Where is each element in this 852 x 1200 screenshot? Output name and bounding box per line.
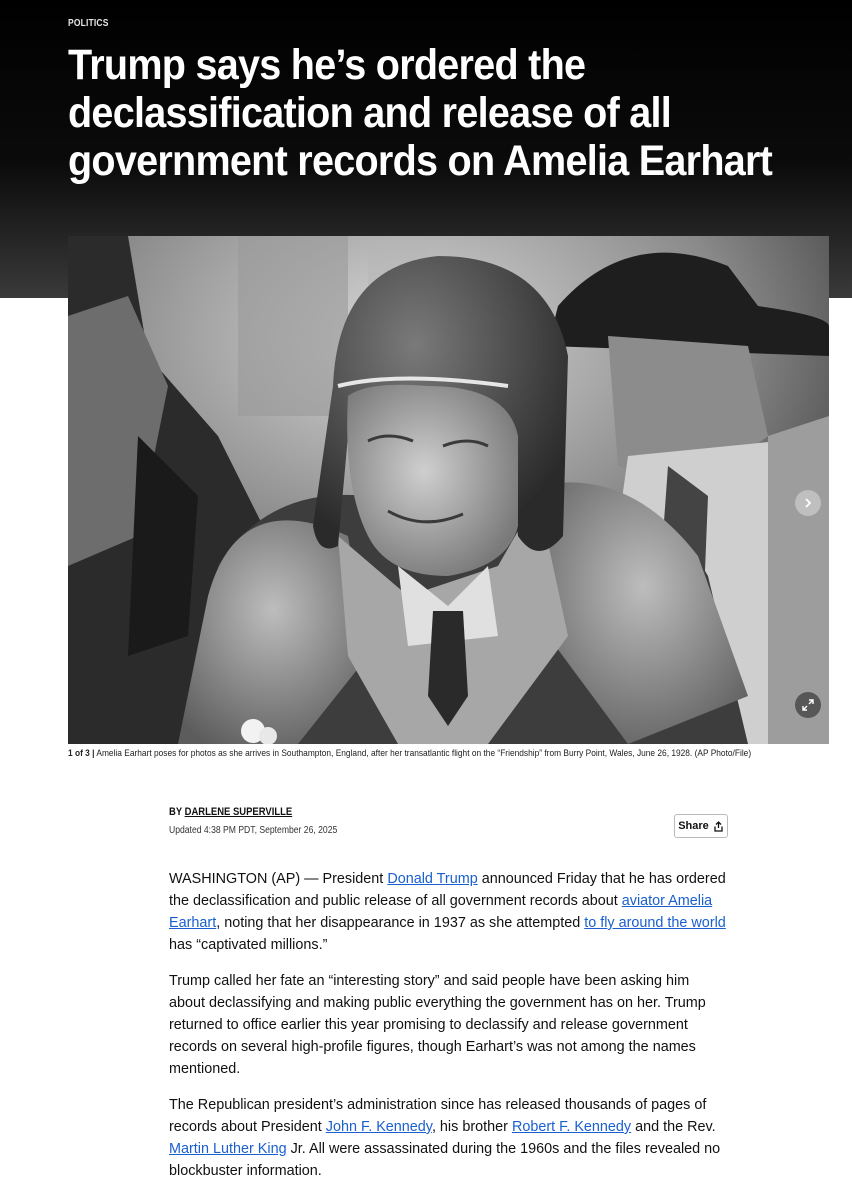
- chevron-right-icon: [802, 497, 814, 509]
- paragraph-text: has “captivated millions.”: [169, 937, 328, 953]
- article-headline: Trump says he’s ordered the declassification and release of all government records on Amelia Earhart: [68, 41, 773, 185]
- paragraph-text: Trump called her fate an “interesting story” and said people have been asking him about declassifying and making public everything the government has on her. Trump returned to office earlier this year promising to declassify and release government records on several high-profile figures, though Earhart’s was not among the names mentioned.: [169, 973, 706, 1077]
- updated-timestamp: Updated 4:38 PM PDT, September 26, 2025: [169, 825, 338, 836]
- share-label: Share: [678, 820, 709, 832]
- author-link[interactable]: DARLENE SUPERVILLE: [184, 806, 293, 818]
- article-body: [169, 868, 729, 1196]
- photo-counter: 1 of 3 |: [68, 748, 95, 759]
- paragraph-text: The Republican president’s administration since has released thousands of pages of records about President: [169, 1097, 707, 1135]
- expand-icon: [802, 699, 814, 711]
- photo-caption: [68, 748, 752, 759]
- paragraph-text: announced Friday that he has ordered the declassification and public release of all government records about: [169, 871, 726, 909]
- section-label[interactable]: POLITICS: [68, 18, 109, 29]
- photo-gallery[interactable]: [68, 236, 829, 744]
- paragraph-text: WASHINGTON (AP) — President: [169, 871, 388, 887]
- paragraph-text: , noting that her disappearance in 1937 as she attempted: [216, 915, 585, 931]
- link-fly-around-the-world[interactable]: to fly around the world: [584, 915, 726, 931]
- byline: [169, 806, 292, 818]
- paragraph: [169, 868, 729, 956]
- next-photo-button[interactable]: [795, 490, 821, 516]
- link-martin-luther-king[interactable]: Martin Luther King: [169, 1141, 287, 1157]
- paragraph: [169, 970, 729, 1080]
- link-aviator-amelia-earhart[interactable]: aviator Amelia Earhart: [169, 893, 713, 931]
- paragraph-text: Jr. All were assassinated during the 1960s and the files revealed no blockbuster information.: [169, 1141, 721, 1179]
- paragraph-text: and the Rev.: [631, 1119, 716, 1135]
- amelia-earhart-photo: [68, 236, 829, 744]
- paragraph: [169, 1094, 729, 1182]
- byline-prefix: BY: [169, 806, 182, 818]
- link-robert-f-kennedy[interactable]: Robert F. Kennedy: [511, 1119, 632, 1135]
- share-icon: [713, 821, 724, 832]
- expand-photo-button[interactable]: [795, 692, 821, 718]
- link-donald-trump[interactable]: Donald Trump: [387, 871, 478, 887]
- share-button[interactable]: [674, 814, 728, 838]
- link-john-f-kennedy[interactable]: John F. Kennedy: [325, 1119, 432, 1135]
- paragraph-text: , his brother: [431, 1119, 512, 1135]
- photo-caption-text: Amelia Earhart poses for photos as she arrives in Southampton, England, after her transatlantic flight on the “Friendship” from Burry Point, Wales, June 26, 1928. (AP Photo/File): [96, 748, 752, 759]
